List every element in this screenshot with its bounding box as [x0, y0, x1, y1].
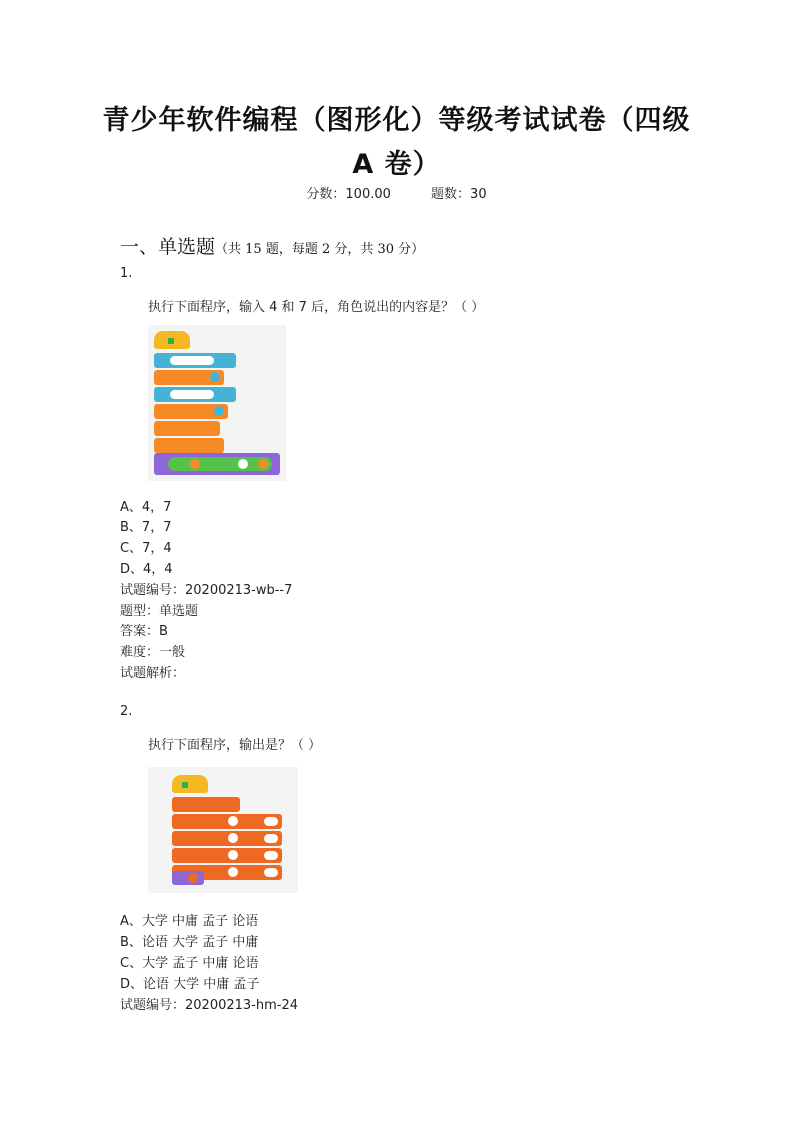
hat-block — [154, 331, 190, 349]
question-type: 题型：单选题 — [120, 604, 199, 619]
set-variable-block — [154, 421, 220, 436]
question-stem: 执行下面程序，输出是？（ ） — [148, 738, 322, 753]
hat-block — [172, 775, 208, 793]
scratch-code-image — [148, 325, 286, 481]
option-c: C、7，4 — [120, 541, 172, 556]
list-block — [172, 814, 282, 829]
option-a: A、4，7 — [120, 500, 172, 515]
question-number: 1. — [120, 266, 133, 281]
option-d: D、论语 大学 中庸 孟子 — [120, 977, 260, 992]
question-analysis: 试题解析： — [120, 666, 186, 681]
set-variable-block — [154, 438, 224, 453]
question-number: 2. — [120, 704, 133, 719]
list-block — [172, 848, 282, 863]
set-variable-block — [154, 370, 224, 385]
option-b: B、论语 大学 孟子 中庸 — [120, 935, 259, 950]
question-answer: 答案：B — [120, 624, 168, 639]
question-stem: 执行下面程序，输入 4 和 7 后，角色说出的内容是？（ ） — [148, 300, 485, 315]
section-heading — [120, 232, 424, 259]
option-a: A、大学 中庸 孟子 论语 — [120, 914, 259, 929]
option-d: D、4，4 — [120, 562, 173, 577]
set-variable-block — [154, 404, 228, 419]
scratch-code-image — [148, 767, 298, 893]
option-b: B、7，7 — [120, 520, 172, 535]
list-block — [172, 797, 240, 812]
exam-meta — [0, 183, 793, 202]
green-flag-icon — [182, 782, 188, 788]
question-count: 题数：30 — [431, 187, 487, 202]
option-c: C、大学 孟子 中庸 论语 — [120, 956, 259, 971]
green-flag-icon — [168, 338, 174, 344]
join-block — [168, 457, 272, 471]
question-id: 试题编号：20200213-wb--7 — [120, 583, 293, 598]
ask-block — [154, 387, 236, 402]
document-title-line-1: 青少年软件编程（图形化）等级考试试卷（四级 — [102, 105, 691, 136]
say-block — [172, 871, 204, 885]
question-id: 试题编号：20200213-hm-24 — [120, 998, 298, 1013]
ask-block — [154, 353, 236, 368]
section-title: 一、单选题 — [120, 236, 216, 258]
document-title-line-2: A 卷） — [352, 149, 441, 180]
total-score: 分数：100.00 — [306, 187, 391, 202]
section-note: （共 15 题，每题 2 分，共 30 分） — [215, 242, 425, 257]
list-block — [172, 831, 282, 846]
question-difficulty: 难度：一般 — [120, 645, 186, 660]
say-block — [154, 453, 280, 475]
